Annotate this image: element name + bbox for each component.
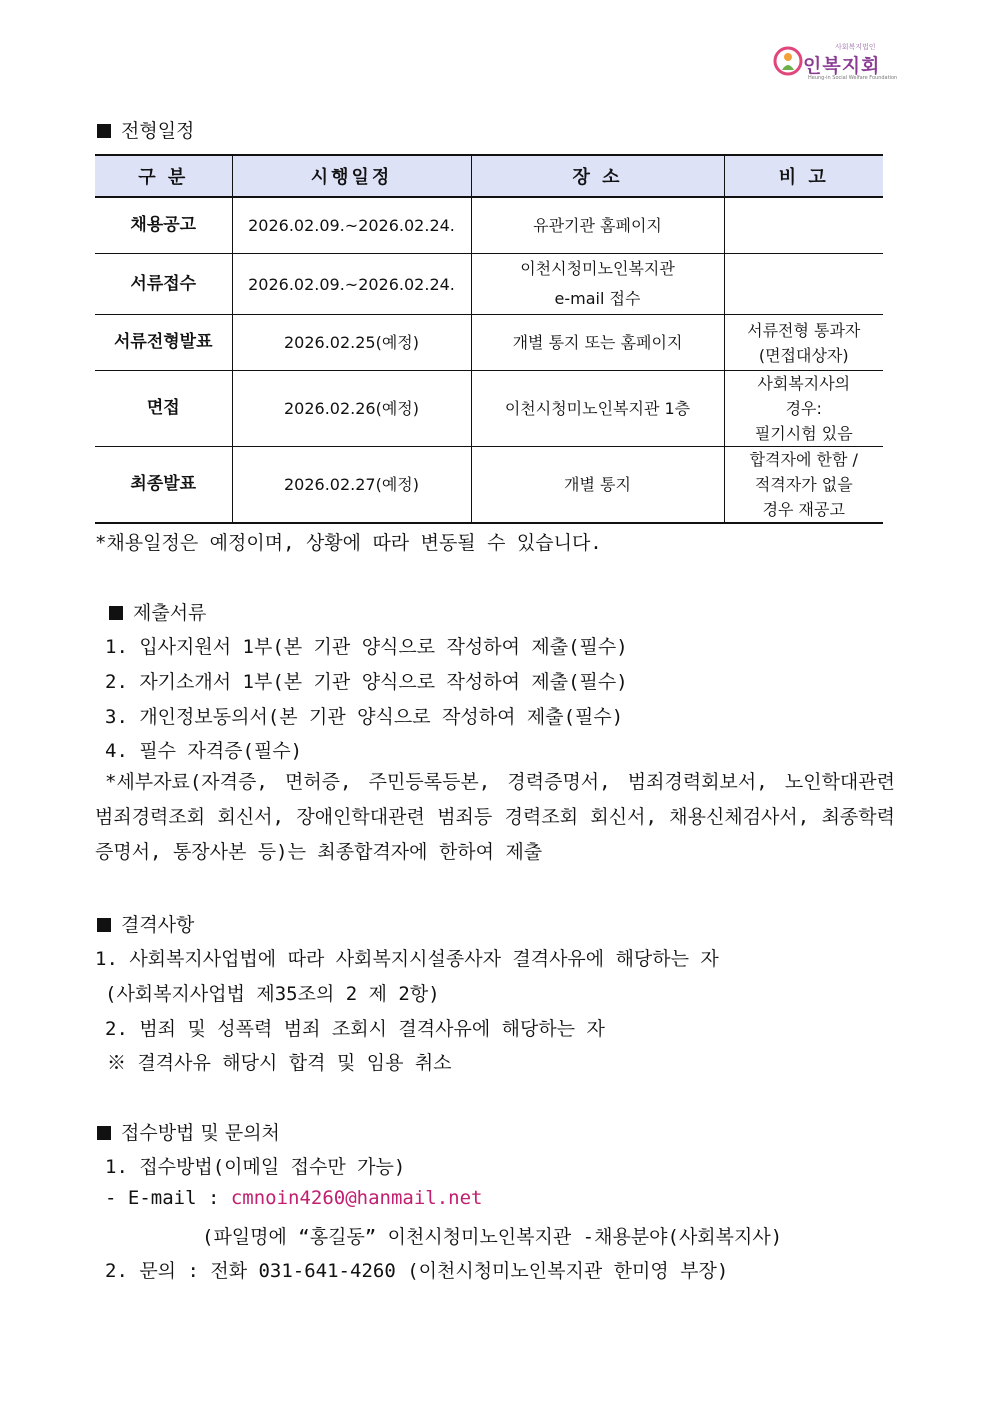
table-row [95, 315, 883, 371]
row-note: 합격자에 한함 / 적격자가 없을 경우 재공고 [724, 447, 883, 524]
row-date: 2026.02.26(예정) [232, 371, 471, 447]
header-category: 구 분 [95, 155, 232, 197]
document-item: 3. 개인정보동의서(본 기관 양식으로 작성하여 제출(필수) [105, 706, 624, 728]
table-row [95, 254, 883, 315]
row-place: 개별 통지 또는 홈페이지 [471, 315, 724, 371]
contact-title-text: 접수방법 및 문의처 [121, 1122, 280, 1144]
contact-section-title [97, 1118, 280, 1145]
schedule-footnote: *채용일정은 예정이며, 상황에 따라 변동될 수 있습니다. [95, 532, 602, 554]
row-date: 2026.02.25(예정) [232, 315, 471, 371]
disqualification-line: 1. 사회복지사업법에 따라 사회복지시설종사자 결격사유에 해당하는 자 [95, 948, 719, 970]
contact-inquiry: 2. 문의 : 전화 031-641-4260 (이천시청미노인복지관 한미영 부장) [105, 1260, 729, 1282]
schedule-title-text: 전형일정 [121, 120, 195, 142]
documents-section-title [109, 598, 206, 625]
square-bullet-icon [97, 124, 111, 138]
logo-emblem-icon [773, 46, 803, 76]
disqualification-warning: ※ 결격사유 해당시 합격 및 임용 취소 [107, 1052, 452, 1074]
row-name: 최종발표 [95, 447, 232, 524]
header-place: 장 소 [471, 155, 724, 197]
row-date: 2026.02.09.~2026.02.24. [232, 197, 471, 254]
row-place: 개별 통지 [471, 447, 724, 524]
square-bullet-icon [97, 918, 111, 932]
filename-note: (파일명에 “홍길동” 이천시청미노인복지관 -채용분야(사회복지사) [202, 1226, 783, 1248]
disqualification-title-text: 결격사항 [121, 914, 195, 936]
row-place: 이천시청미노인복지관 e-mail 접수 [471, 254, 724, 315]
square-bullet-icon [109, 606, 123, 620]
foundation-logo [773, 42, 898, 82]
row-date: 2026.02.09.~2026.02.24. [232, 254, 471, 315]
documents-detail-text: *세부자료(자격증, 면허증, 주민등록등본, 경력증명서, 범죄경력회보서, 노인학대관련 범죄경력조회 회신서, 장애인학대관련 범죄등 경력조회 회신서, 채용신체검사서, 최종학력증명서, 통장사본 등)는 최종합격자에 한하여 제출 [95, 771, 895, 863]
header-note: 비 고 [724, 155, 883, 197]
email-line [105, 1187, 483, 1209]
email-label: - E-mail : [105, 1187, 231, 1209]
documents-title-text: 제출서류 [133, 602, 207, 624]
table-header-row [95, 155, 883, 197]
disqualification-section-title [97, 910, 194, 937]
square-bullet-icon [97, 1126, 111, 1140]
logo-text: 인복지회 [803, 55, 881, 77]
schedule-table [95, 154, 883, 524]
row-place: 이천시청미노인복지관 1층 [471, 371, 724, 447]
disqualification-line: 2. 범죄 및 성폭력 범죄 조회시 결격사유에 해당하는 자 [105, 1018, 605, 1040]
document-item: 2. 자기소개서 1부(본 기관 양식으로 작성하여 제출(필수) [105, 671, 628, 693]
documents-detail [95, 765, 895, 870]
row-name: 채용공고 [95, 197, 232, 254]
row-note: 서류전형 통과자 (면접대상자) [724, 315, 883, 371]
table-row [95, 197, 883, 254]
document-item: 4. 필수 자격증(필수) [105, 740, 303, 762]
header-date: 시행일정 [232, 155, 471, 197]
contact-method: 1. 접수방법(이메일 접수만 가능) [105, 1156, 406, 1178]
table-row [95, 371, 883, 447]
row-place: 유관기관 홈페이지 [471, 197, 724, 254]
row-date: 2026.02.27(예정) [232, 447, 471, 524]
row-name: 면접 [95, 371, 232, 447]
logo-english: Heung-in Social Welfare Foundation [808, 75, 898, 81]
row-name: 서류전형발표 [95, 315, 232, 371]
row-name: 서류접수 [95, 254, 232, 315]
row-note [724, 197, 883, 254]
schedule-section-title [97, 116, 194, 143]
table-row [95, 447, 883, 524]
document-item: 1. 입사지원서 1부(본 기관 양식으로 작성하여 제출(필수) [105, 636, 628, 658]
row-note: 사회복지사의 경우: 필기시험 있음 [724, 371, 883, 447]
row-note [724, 254, 883, 315]
disqualification-line: (사회복지사업법 제35조의 2 제 2항) [105, 983, 440, 1005]
email-link[interactable]: cmnoin4260@hanmail.net [230, 1187, 483, 1209]
logo-subtitle: 사회복지법인 [835, 43, 876, 51]
